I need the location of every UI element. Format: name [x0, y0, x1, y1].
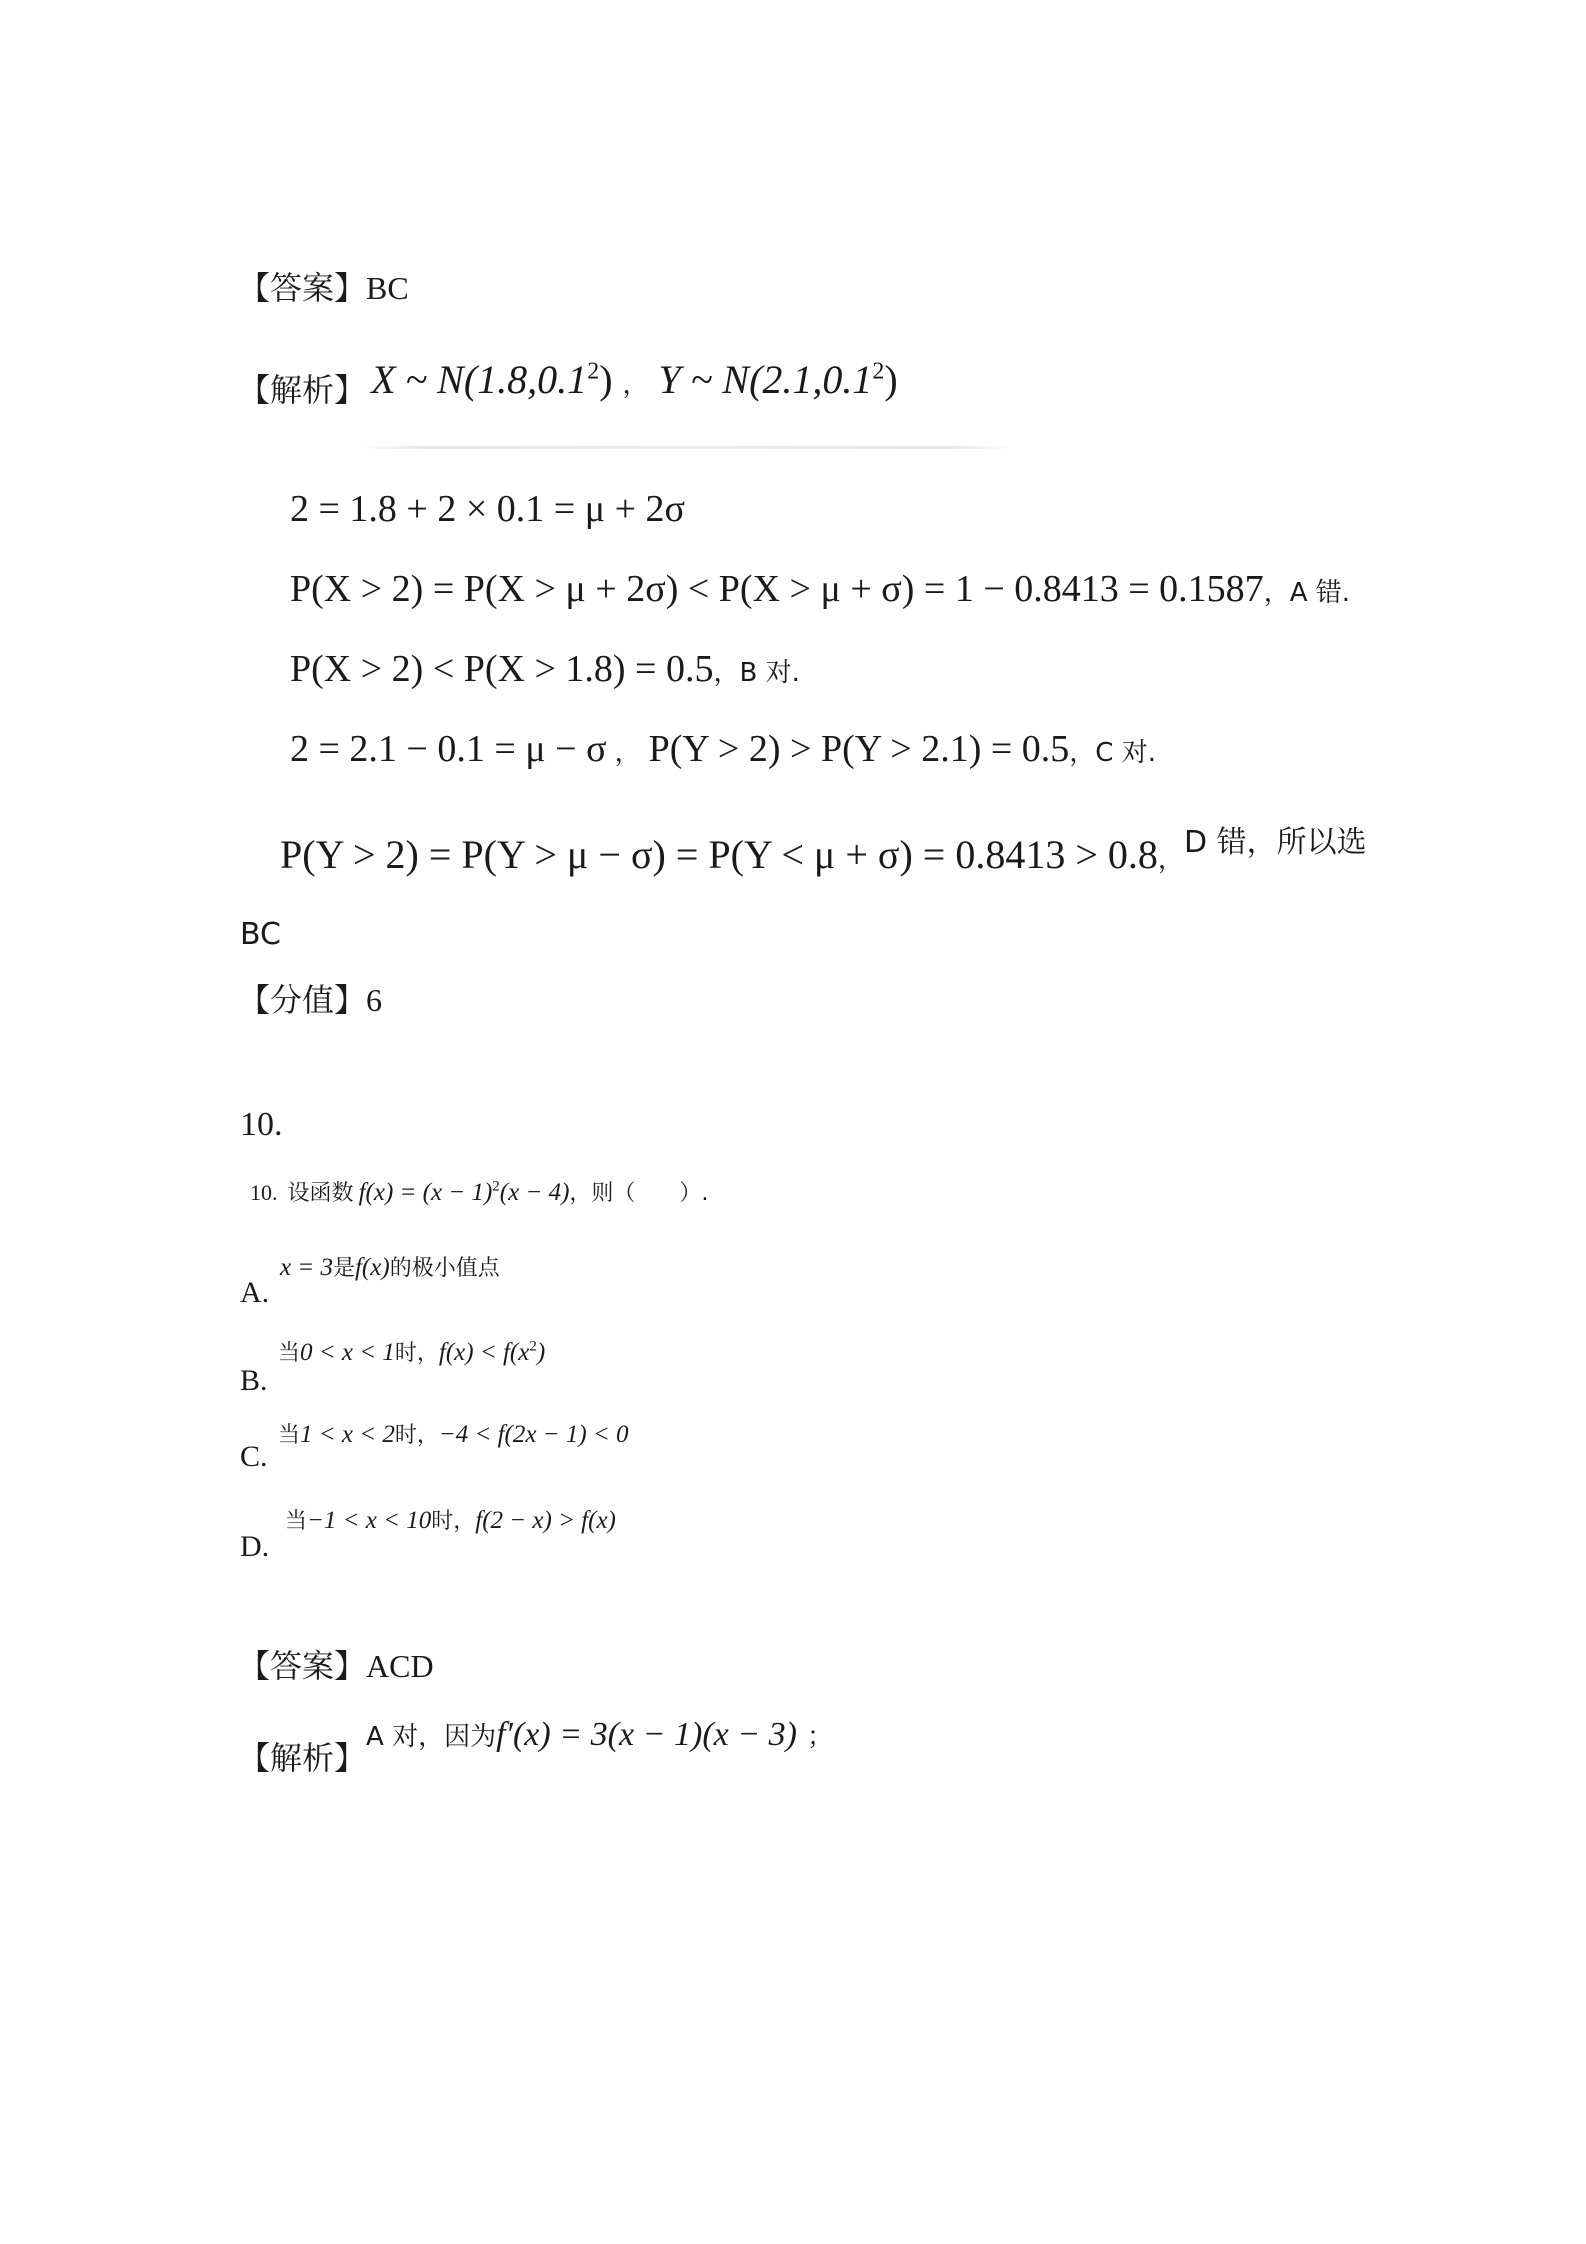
option-d-text: 当−1 < x < 10时，f(2 − x) > f(x) — [285, 1507, 616, 1534]
note-c: ，C 对. — [1069, 738, 1156, 768]
analysis-label: 【解析】 — [238, 1739, 367, 1777]
y-distribution: Y ~ N(2.1,0.1$^2$) — [658, 357, 898, 402]
analysis-label: 【解析】 — [238, 371, 367, 409]
separator: ， — [622, 370, 649, 400]
answer-label: 【答案】 — [238, 269, 367, 307]
step-1: 2 = 1.8 + 2 × 0.1 = μ + 2σ — [290, 488, 686, 530]
answer-label: 【答案】 — [238, 1647, 367, 1685]
step-2: P(X > 2) = P(X > μ + 2σ) < P(X > μ + σ) = 1 − 0.8413 = 0.1587，A 错. — [290, 568, 1351, 610]
note-a: ，A 错. — [1263, 578, 1351, 608]
option-a-text: x = 3是f(x)的极小值点 — [280, 1254, 500, 1281]
q10-number: 10. — [240, 1106, 283, 1143]
step-5: P(Y > 2) = P(Y > μ − σ) = P(Y < μ + σ) = 0.8413 > 0.8，D 错，所以选 — [280, 825, 1367, 877]
option-b-letter: B. — [240, 1364, 268, 1397]
answer-value: ACD — [366, 1648, 434, 1684]
q9-answer-line — [238, 269, 409, 307]
q10-answer-line — [238, 1647, 434, 1685]
note-b: ，B 对. — [713, 658, 800, 688]
score-label: 【分值】 — [238, 981, 367, 1019]
option-c-text: 当1 < x < 2时，−4 < f(2x − 1) < 0 — [278, 1421, 629, 1448]
q10-stem: 10. 设函数 $f(x) = (x - 1)^2(x - 4)$，则（ ）. — [250, 1178, 709, 1206]
scan-artifact-line — [362, 446, 1012, 449]
answer-value: BC — [366, 270, 409, 306]
q10-analysis-line: 【解析】A 对，因为f′(x) = 3(x − 1)(x − 3) ； — [238, 1716, 834, 1777]
option-c-letter: C. — [240, 1440, 268, 1473]
option-b-text: 当0 < x < 1时，$f(x) < f(x^2)$ — [278, 1338, 546, 1366]
q9-analysis-head — [238, 357, 898, 409]
q9-score-line — [238, 981, 383, 1019]
step-3: P(X > 2) < P(X > 1.8) = 0.5，B 对. — [290, 648, 800, 690]
x-distribution: X ~ N(1.8,0.1$^2$) — [371, 357, 613, 402]
score-value: 6 — [366, 982, 383, 1018]
step-5-tail: BC — [240, 917, 282, 952]
step-4: 2 = 2.1 − 0.1 = μ − σ ， P(Y > 2) > P(Y > 2.1) = 0.5，C 对. — [290, 728, 1156, 770]
note-d: D 错，所以选 — [1183, 825, 1367, 860]
option-a-letter: A. — [240, 1276, 270, 1309]
option-d-letter: D. — [240, 1530, 270, 1563]
